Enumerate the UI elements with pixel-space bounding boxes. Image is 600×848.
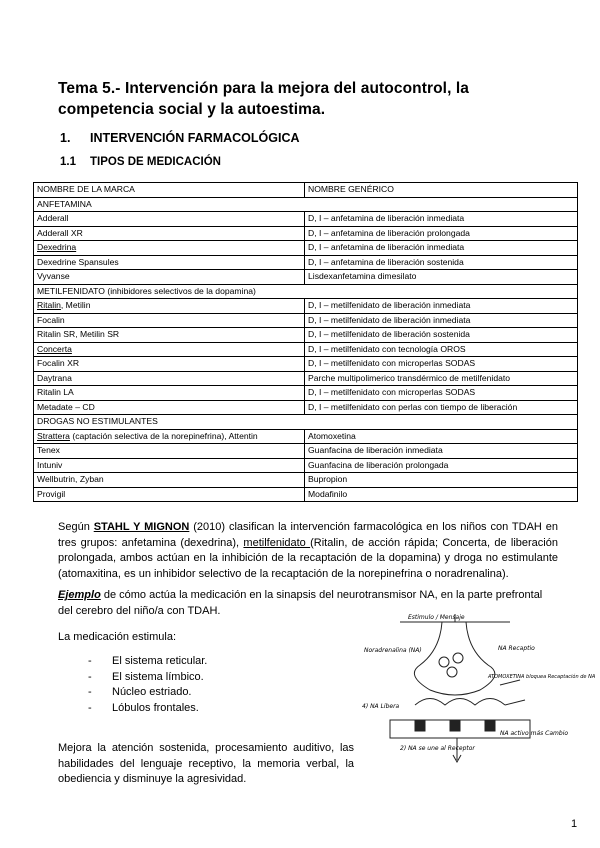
para1-pre: Según xyxy=(58,521,94,533)
generic-cell: Atomoxetina xyxy=(305,429,578,444)
generic-cell: D, I – metilfenidato con microperlas SODAS xyxy=(305,357,578,372)
subsection-label: TIPOS DE MEDICACIÓN xyxy=(90,156,221,168)
list-item: - El sistema reticular. xyxy=(88,655,208,667)
table-row xyxy=(34,313,578,328)
synapse-diagram xyxy=(360,610,596,770)
diagram-label-top: Estimulo / Mensaje xyxy=(408,614,465,621)
list-item-text: El sistema límbico. xyxy=(112,670,204,683)
table-row xyxy=(34,255,578,270)
table-row xyxy=(34,357,578,372)
group-label: METILFENIDATO (inhibidores selectivos de la dopamina) xyxy=(34,284,578,299)
list-item: - Lóbulos frontales. xyxy=(88,701,199,714)
brand-cell: Metadate – CD xyxy=(34,400,305,415)
table-row xyxy=(34,473,578,488)
table-group-row xyxy=(34,197,578,212)
para1-term: metilfenidato xyxy=(243,536,311,549)
brand-cell: Ritalin, Metilin xyxy=(34,299,305,314)
group-label: DROGAS NO ESTIMULANTES xyxy=(34,415,578,430)
author-reference: STAHL Y MIGNON xyxy=(93,521,190,533)
brand-cell: Adderall XR xyxy=(34,226,305,241)
table-group-row xyxy=(34,415,578,430)
generic-cell: D, I – metilfenidato con microperlas SODAS xyxy=(305,386,578,401)
list-item: - El sistema límbico. xyxy=(88,670,204,683)
table-header-row xyxy=(34,183,578,198)
stimulated-systems-list xyxy=(88,654,207,716)
paragraph-classification xyxy=(58,520,558,582)
brand-cell: Intuniv xyxy=(34,458,305,473)
table-row xyxy=(34,342,578,357)
brand-cell: Vyvanse xyxy=(34,270,305,285)
brand-cell: Adderall xyxy=(34,212,305,227)
list-item-text: Núcleo estriado. xyxy=(112,686,192,699)
table-row xyxy=(34,458,578,473)
paragraph-stimulates: La medicación estimula: xyxy=(58,631,177,643)
table-row xyxy=(34,400,578,415)
generic-cell: Modafinilo xyxy=(305,487,578,502)
header-brand: NOMBRE DE LA MARCA xyxy=(34,183,305,198)
brand-cell: Wellbutrin, Zyban xyxy=(34,473,305,488)
generic-cell: D, I – anfetamina de liberación inmediata xyxy=(305,212,578,227)
brand-cell: Strattera (captación selectiva de la norepinefrina), Attentin xyxy=(34,429,305,444)
generic-cell: Lisdexanfetamina dimesilato xyxy=(305,270,578,285)
table-row xyxy=(34,270,578,285)
para1-post: (Ritalin, de acción rápida; Concerta, de liberación prolongada, ambos actúan en la inhibición de la recaptación de la dopamina) y droga no estimulante (atomaxitina, es un inhibidor selectivo de la recaptación de la norepinefrina o noradrenalina). xyxy=(58,536,558,580)
page-number: 1 xyxy=(571,818,578,830)
section-number: 1. xyxy=(60,131,71,145)
brand-cell: Focalin xyxy=(34,313,305,328)
brand-cell: Tenex xyxy=(34,444,305,459)
generic-cell: D, I – metilfenidato de liberación inmediata xyxy=(305,313,578,328)
diagram-label-unida: 2) NA se une al Receptor xyxy=(400,745,475,752)
table-row xyxy=(34,212,578,227)
table-row xyxy=(34,328,578,343)
header-generic: NOMBRE GENÉRICO xyxy=(305,183,578,198)
generic-cell: D, I – metilfenidato con perlas con tiempo de liberación xyxy=(305,400,578,415)
brand-cell: Provigil xyxy=(34,487,305,502)
brand-cell: Focalin XR xyxy=(34,357,305,372)
section-heading xyxy=(60,131,300,145)
brand-cell: Ritalin SR, Metilin SR xyxy=(34,328,305,343)
table-row xyxy=(34,386,578,401)
generic-cell: D, I – anfetamina de liberación prolongada xyxy=(305,226,578,241)
diagram-label-atomoxetina: ATOMOXETINA bloquea Recaptación de NA xyxy=(488,674,596,680)
example-lead: Ejemplo xyxy=(58,589,101,601)
brand-cell: Ritalin LA xyxy=(34,386,305,401)
table-row xyxy=(34,371,578,386)
table-row xyxy=(34,226,578,241)
table-row xyxy=(34,299,578,314)
list-item-text: Lóbulos frontales. xyxy=(112,701,199,714)
diagram-label-libera: 4) NA Libera xyxy=(362,703,400,710)
generic-cell: D, I – anfetamina de liberación inmediata xyxy=(305,241,578,256)
medication-table xyxy=(33,182,578,502)
subsection-number: 1.1 xyxy=(60,156,76,168)
document-title: Tema 5.- Intervención para la mejora del autocontrol, la competencia social y la autoestima. xyxy=(58,80,470,118)
table-row xyxy=(34,487,578,502)
brand-cell: Concerta xyxy=(34,342,305,357)
table-row xyxy=(34,444,578,459)
brand-cell: Dexedrine Spansules xyxy=(34,255,305,270)
diagram-label-noradrenalina: Noradrenalina (NA) xyxy=(364,647,422,654)
table-group-row xyxy=(34,284,578,299)
para2-text: de cómo actúa la medicación en la sinapsis del neurotransmisor NA, en la parte prefrontal del cerebro del niño/a con TDAH. xyxy=(58,589,543,617)
generic-cell: D, I – metilfenidato de liberación sostenida xyxy=(305,328,578,343)
brand-cell: Dexedrina xyxy=(34,241,305,256)
diagram-label-recaptio: NA Recaptio xyxy=(498,645,535,652)
generic-cell: Guanfacina de liberación prolongada xyxy=(305,458,578,473)
list-item-text: El sistema reticular. xyxy=(112,655,208,667)
subsection-heading xyxy=(60,156,221,168)
brand-cell: Daytrana xyxy=(34,371,305,386)
para1-text: (2010) clasifican la intervención farmacológica en los niños con TDAH en tres grupos: anfetamina (dexedrina), xyxy=(58,521,558,549)
table-row xyxy=(34,241,578,256)
generic-cell: Guanfacina de liberación inmediata xyxy=(305,444,578,459)
generic-cell: Bupropion xyxy=(305,473,578,488)
paragraph-improvements: Mejora la atención sostenida, procesamiento auditivo, las habilidades del lenguaje receptivo, la memoria verbal, la obediencia y disminuye la agresividad. xyxy=(58,742,354,786)
group-label: ANFETAMINA xyxy=(34,197,578,212)
generic-cell: D, I – anfetamina de liberación sostenida xyxy=(305,255,578,270)
section-label: INTERVENCIÓN FARMACOLÓGICA xyxy=(90,131,300,145)
generic-cell: Parche multipolimerico transdérmico de metilfenidato xyxy=(305,371,578,386)
generic-cell: D, I – metilfenidato de liberación inmediata xyxy=(305,299,578,314)
diagram-label-cambio: NA activo más Cambio xyxy=(500,730,569,737)
list-item: - Núcleo estriado. xyxy=(88,686,192,699)
generic-cell: D, I – metilfenidato con tecnología OROS xyxy=(305,342,578,357)
table-row xyxy=(34,429,578,444)
